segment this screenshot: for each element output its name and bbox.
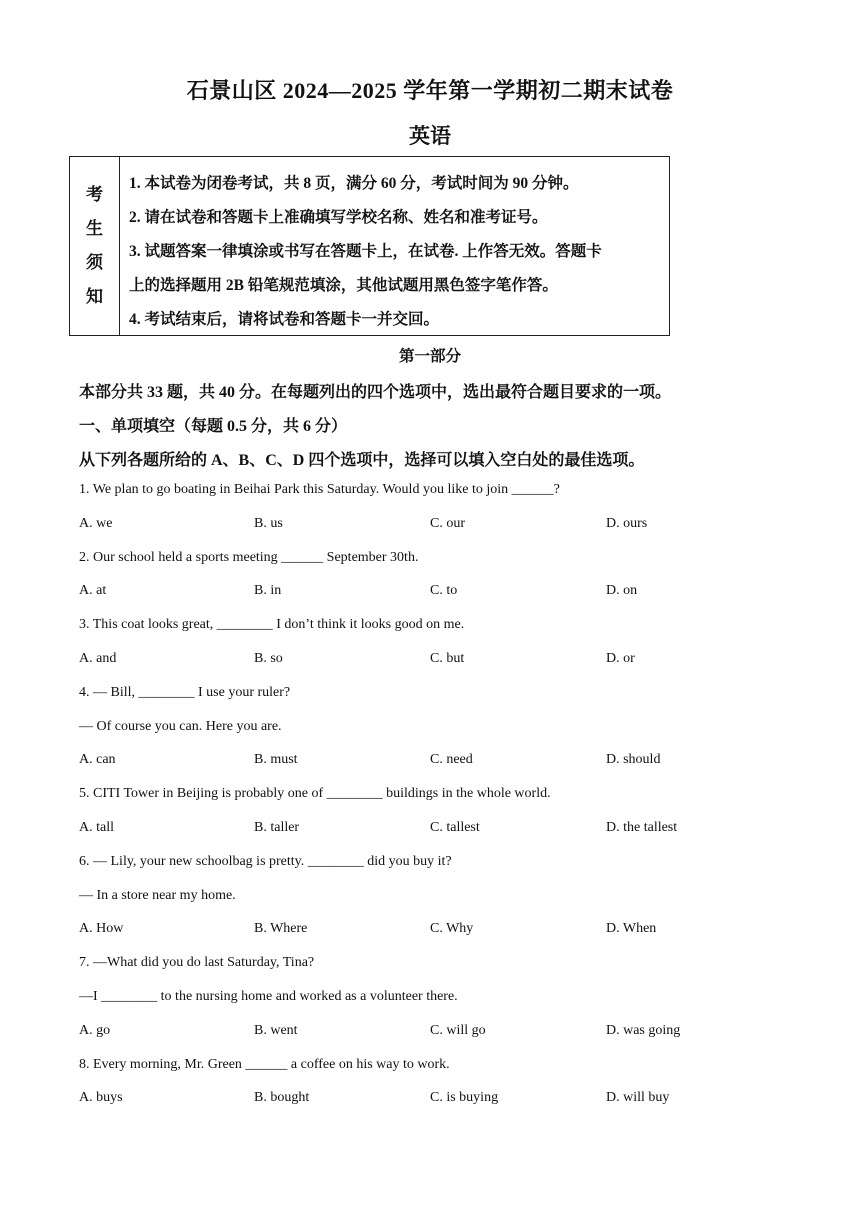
notice-line: 1. 本试卷为闭卷考试，共 8 页，满分 60 分，考试时间为 90 分钟。 <box>129 175 579 192</box>
answer-option-b: B. so <box>254 651 283 666</box>
answer-option-a: A. at <box>79 583 107 599</box>
answer-option-c: C. to <box>430 583 458 599</box>
question-stem: 1. We plan to go boating in Beihai Park this Saturday. Would you like to join ______? <box>79 482 560 497</box>
answer-option-b: B. us <box>254 515 283 531</box>
answer-option-c: C. tallest <box>430 820 480 835</box>
answer-option-b: B. must <box>254 752 298 768</box>
exam-title: 石景山区 2024—2025 学年第一学期初二期末试卷 <box>186 78 674 103</box>
question-dialogue-line: —I ________ to the nursing home and worked as a volunteer there. <box>79 989 458 1004</box>
answer-option-b: B. went <box>254 1022 298 1038</box>
answer-option-a: A. go <box>79 1022 111 1038</box>
question-stem: 7. —What did you do last Saturday, Tina? <box>79 955 315 971</box>
notice-body <box>120 157 669 335</box>
notice-line: 4. 考试结束后，请将试卷和答题卡一并交回。 <box>129 311 440 328</box>
answer-option-c: C. our <box>430 515 465 531</box>
notice-line: 3. 试题答案一律填涂或书写在答题卡上，在试卷. 上作答无效。答题卡 <box>129 243 602 260</box>
part-instruction: 本部分共 33 题，共 40 分。在每题列出的四个选项中，选出最符合题目要求的一项。 <box>79 384 672 401</box>
question-stem: 2. Our school held a sports meeting ______ September 30th. <box>79 549 419 565</box>
answer-option-a: A. we <box>79 515 113 531</box>
answer-option-c: C. Why <box>430 921 474 937</box>
answer-option-c: C. need <box>430 752 473 768</box>
part-heading: 第一部分 <box>398 348 461 365</box>
answer-option-d: D. on <box>606 583 638 599</box>
answer-option-d: D. When <box>606 921 657 937</box>
answer-option-b: B. bought <box>254 1090 310 1106</box>
question-stem: 4. — Bill, ________ I use your ruler? <box>79 684 291 700</box>
notice-label-char: 生 <box>86 219 103 238</box>
answer-option-c: C. will go <box>430 1022 486 1038</box>
notice-label-char: 须 <box>86 253 103 272</box>
notice-line: 2. 请在试卷和答题卡上准确填写学校名称、姓名和准考证号。 <box>129 209 548 226</box>
question-stem: 8. Every morning, Mr. Green ______ a coffee on his way to work. <box>79 1056 450 1072</box>
answer-option-d: D. or <box>606 651 635 666</box>
section-instruction: 从下列各题所给的 A、B、C、D 四个选项中，选择可以填入空白处的最佳选项。 <box>79 452 645 469</box>
answer-option-a: A. How <box>79 921 124 937</box>
question-stem: 5. CITI Tower in Beijing is probably one of ________ buildings in the whole world. <box>79 786 551 802</box>
answer-option-d: D. was going <box>606 1022 681 1038</box>
section-title: 一、单项填空（每题 0.5 分，共 6 分） <box>79 418 348 435</box>
answer-option-a: A. and <box>79 651 117 666</box>
question-dialogue-line: — Of course you can. Here you are. <box>79 718 282 734</box>
answer-option-b: B. in <box>254 583 282 599</box>
candidate-notice-box <box>69 156 670 336</box>
answer-option-d: D. ours <box>606 515 648 531</box>
answer-option-d: D. will buy <box>606 1090 670 1106</box>
subject-title: 英语 <box>409 124 451 148</box>
notice-line: 上的选择题用 2B 铅笔规范填涂，其他试题用黑色签字笔作答。 <box>129 277 558 294</box>
answer-option-b: B. Where <box>254 921 308 937</box>
notice-label-char: 考 <box>86 185 103 204</box>
answer-option-a: A. can <box>79 752 116 768</box>
question-dialogue-line: — In a store near my home. <box>79 887 236 903</box>
answer-option-a: A. tall <box>79 820 114 835</box>
answer-option-b: B. taller <box>254 820 300 835</box>
answer-option-d: D. the tallest <box>606 820 678 835</box>
answer-option-c: C. is buying <box>430 1090 499 1106</box>
answer-option-c: C. but <box>430 651 465 666</box>
answer-option-a: A. buys <box>79 1090 123 1106</box>
answer-option-d: D. should <box>606 752 661 768</box>
notice-label <box>70 157 120 335</box>
notice-label-char: 知 <box>86 287 103 306</box>
question-stem: 3. This coat looks great, ________ I don’t think it looks good on me. <box>79 617 465 633</box>
question-stem: 6. — Lily, your new schoolbag is pretty. ________ did you buy it? <box>79 853 452 869</box>
